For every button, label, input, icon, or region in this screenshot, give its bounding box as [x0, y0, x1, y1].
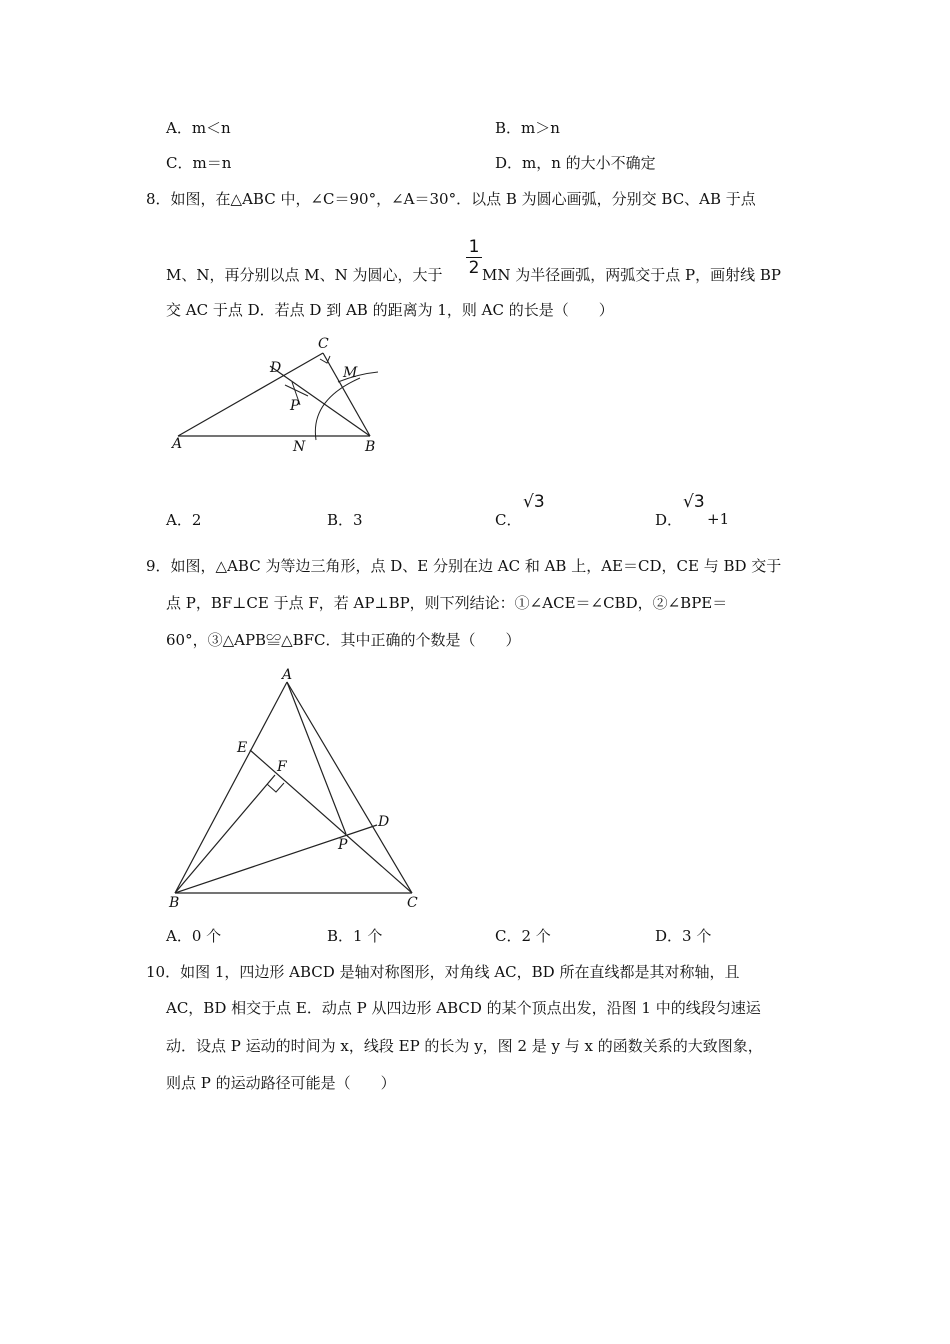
q8-label-c: C — [318, 336, 329, 352]
q9-label-f: F — [277, 759, 287, 775]
q9-label-p: P — [338, 837, 348, 853]
q9-option-a: A．0 个 — [166, 927, 222, 945]
q8-label-d: D — [270, 360, 282, 376]
q9-label-d: D — [378, 814, 390, 830]
q8-stem-line2b: MN 为半径画弧，两弧交于点 P，画射线 BP — [482, 266, 781, 284]
q8-fraction-denominator: 2 — [468, 258, 480, 278]
q9-stem-line1: 9．如图，△ABC 为等边三角形，点 D、E 分别在边 AC 和 AB 上，AE＝CD，CE 与 BD 交于 — [146, 557, 782, 575]
q9-option-d: D．3 个 — [655, 927, 712, 945]
q8-figure — [160, 330, 400, 460]
q7-option-c: C．m＝n — [166, 154, 232, 172]
q8-option-d: D． — [655, 511, 683, 529]
q8-fraction — [466, 238, 482, 277]
q7-option-a: A．m＜n — [166, 119, 231, 137]
q9-figure — [160, 662, 430, 912]
q8-option-a: A．2 — [166, 511, 202, 529]
q8-label-b: B — [365, 439, 376, 455]
q8-stem-line3: 交 AC 于点 D．若点 D 到 AB 的距离为 1，则 AC 的长是（ ） — [166, 301, 614, 319]
q9-option-b: B．1 个 — [327, 927, 383, 945]
q9-stem-line2: 点 P，BF⊥CE 于点 F，若 AP⊥BP，则下列结论：①∠ACE＝∠CBD，②∠BPE＝ — [166, 594, 728, 612]
q8-stem-line2a: M、N，再分别以点 M、N 为圆心，大于 — [166, 266, 443, 284]
q10-stem-line2: AC，BD 相交于点 E．动点 P 从四边形 ABCD 的某个顶点出发，沿图 1 中的线段匀速运 — [166, 999, 761, 1017]
q7-option-b: B．m＞n — [495, 119, 560, 137]
q7-option-d: D．m，n 的大小不确定 — [495, 154, 656, 172]
q9-label-a: A — [282, 667, 293, 683]
q8-option-d-sqrt3: √3 — [683, 492, 705, 512]
q10-stem-line4: 则点 P 的运动路径可能是（ ） — [166, 1074, 396, 1092]
q9-label-c: C — [407, 895, 418, 911]
q9-option-c: C．2 个 — [495, 927, 551, 945]
q8-fraction-numerator: 1 — [468, 237, 480, 257]
q10-stem-line3: 动．设点 P 运动的时间为 x，线段 EP 的长为 y，图 2 是 y 与 x 的函数关系的大致图象， — [166, 1037, 763, 1055]
q8-stem-line1: 8．如图，在△ABC 中，∠C＝90°，∠A＝30°．以点 B 为圆心画弧，分别交 BC、AB 于点 — [146, 190, 756, 208]
q9-label-b: B — [169, 895, 180, 911]
q8-option-c-sqrt3: √3 — [523, 492, 545, 512]
q8-label-a: A — [172, 436, 183, 452]
q8-option-d-plus1: +1 — [707, 510, 730, 528]
q8-option-b: B．3 — [327, 511, 363, 529]
q8-label-n: N — [293, 439, 306, 455]
q10-stem-line1: 10．如图 1，四边形 ABCD 是轴对称图形，对角线 AC，BD 所在直线都是其对称轴，且 — [146, 963, 740, 981]
q9-stem-line3: 60°，③△APB≌△BFC．其中正确的个数是（ ） — [166, 631, 521, 649]
q8-option-c: C． — [495, 511, 522, 529]
q8-label-p: P — [290, 398, 300, 414]
q8-label-m: M — [343, 365, 358, 381]
q9-label-e: E — [237, 740, 248, 756]
